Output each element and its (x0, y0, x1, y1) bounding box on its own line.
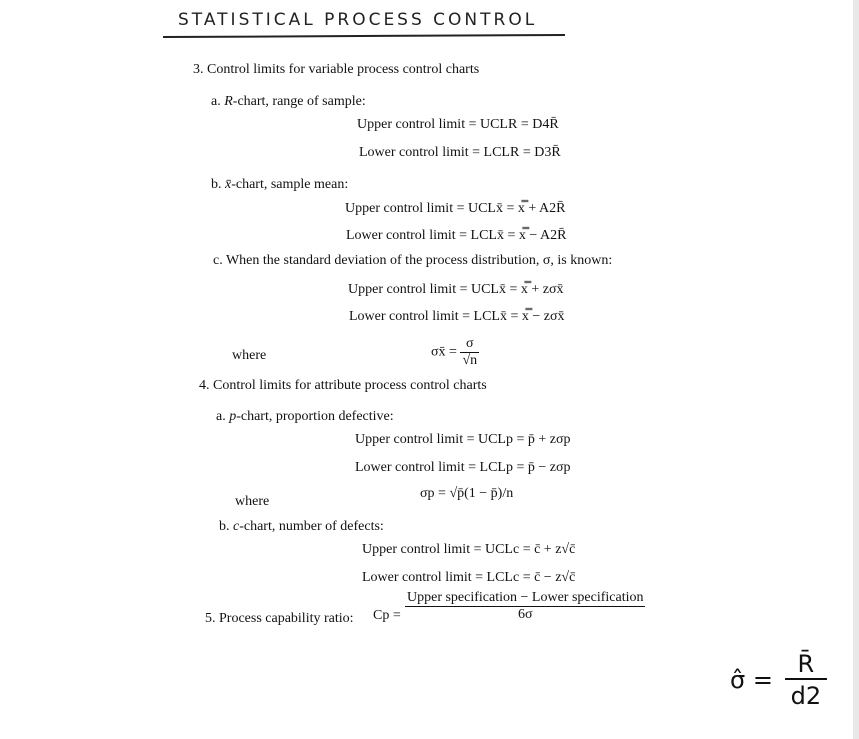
item-3b (211, 177, 348, 193)
sigma-xbar-lhs: σx̄ = (431, 344, 457, 360)
formula-3a-lcl: Lower control limit = LCLR = D3R̄ (359, 145, 561, 160)
section-5-label: 5. Process capability ratio: (205, 611, 354, 626)
title-underline (163, 34, 565, 38)
formula-3c-ucl: Upper control limit = UCLx̄ = x̿ + zσx̄ (348, 282, 564, 297)
item-4a (216, 409, 394, 425)
formula-3b-lcl: Lower control limit = LCLx̄ = x̿ − A2R̄ (346, 228, 567, 243)
handwritten-fraction (785, 650, 828, 710)
formula-3b-ucl: Upper control limit = UCLx̄ = x̿ + A2R̄ (345, 201, 566, 216)
cp-fraction-body (405, 590, 645, 623)
sigma-xbar-fraction (460, 336, 479, 369)
item-3b-label: b. (211, 177, 222, 192)
formula-3c-lcl: Lower control limit = LCLx̄ = x̿ − zσx̄ (349, 309, 565, 324)
item-3a-text: -chart, range of sample: (232, 94, 366, 109)
page-title: STATISTICAL PROCESS CONTROL (178, 10, 538, 30)
item-3b-chart: x̄ (225, 177, 232, 192)
cp-lhs: Cp = (373, 608, 401, 623)
where-label-3: where (232, 348, 267, 363)
formula-4b-ucl: Upper control limit = UCLc = c̄ + z√c̄ (362, 542, 576, 557)
section-4-heading: 4. Control limits for attribute process control charts (199, 378, 487, 393)
handwritten-numerator: R̄ (785, 650, 828, 680)
section-3-heading: 3. Control limits for variable process control charts (193, 62, 480, 77)
item-3b-text: -chart, sample mean: (231, 177, 349, 192)
formula-4a-lcl: Lower control limit = LCLp = p̄ − zσp (355, 460, 571, 475)
page-edge-shadow (853, 0, 859, 739)
sigma-xbar-numerator: σ (460, 336, 479, 353)
item-3a (211, 94, 366, 110)
handwritten-lhs: σ̂ = (730, 666, 773, 694)
handwritten-sigma-hat (730, 650, 827, 710)
formula-sigma-p: σp = √p̄(1 − p̄)/n (420, 486, 514, 501)
cp-fraction (405, 590, 645, 623)
item-3a-chart: R (224, 94, 233, 109)
formula-3a-ucl: Upper control limit = UCLR = D4R̄ (357, 117, 559, 132)
item-4a-chart: p (229, 409, 237, 424)
item-4a-text: -chart, proportion defective: (236, 409, 394, 424)
item-3c: c. When the standard deviation of the process distribution, σ, is known: (213, 253, 613, 268)
sigma-xbar-denominator: √n (462, 353, 478, 368)
item-3a-label: a. (211, 94, 221, 109)
where-label-4: where (235, 494, 270, 509)
item-4b-text: -chart, number of defects: (239, 519, 384, 534)
formula-sigma-xbar (431, 336, 479, 369)
item-4a-label: a. (216, 409, 226, 424)
cp-denominator: 6σ (517, 607, 533, 622)
formula-4a-ucl: Upper control limit = UCLp = p̄ + zσp (355, 432, 571, 447)
item-4b-chart: c (233, 519, 240, 534)
item-4b-label: b. (219, 519, 230, 534)
handwritten-denominator: d2 (790, 682, 822, 710)
cp-numerator: Upper specification − Lower specification (407, 590, 644, 605)
formula-4b-lcl: Lower control limit = LCLc = c̄ − z√c̄ (362, 570, 576, 585)
item-4b (219, 519, 384, 535)
